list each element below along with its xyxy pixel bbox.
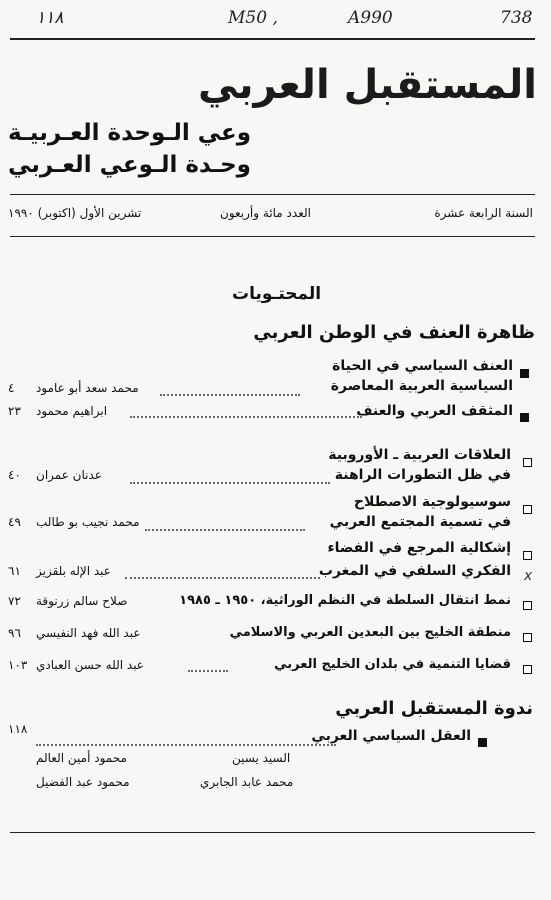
contents-title: المحتـويات [232, 284, 322, 304]
symposium-title: العقل السياسي العربي [311, 728, 471, 744]
item-6-page: ٧٢ [8, 594, 21, 608]
item-8-title: قضايا التنمية في بلدان الخليج العربي [274, 657, 511, 672]
top-rule [10, 38, 535, 40]
item-6-author: صلاح سالم زرنوقة [36, 594, 128, 608]
issue-rule-bottom [10, 236, 535, 237]
bottom-rule [10, 832, 535, 833]
item-2-author: ابراهيم محمود [36, 404, 108, 418]
item-2-title: المثقف العربي والعنف [356, 403, 513, 419]
section-title-symposium: ندوة المستقبل العربي [335, 698, 533, 719]
empty-square-bullet [523, 551, 532, 560]
item-1-title-line-1: العنف السياسي في الحياة [332, 358, 513, 374]
item-5-title-line-1: إشكالية المرجع في الفضاء [327, 540, 511, 556]
item-2-page: ٢٣ [8, 404, 21, 418]
masthead-logo: المستقبل العربي [197, 62, 537, 108]
handwritten-mark-1: ١١٨ [36, 8, 64, 28]
empty-square-bullet [523, 601, 532, 610]
handwritten-mark-2: M50 , [228, 8, 278, 28]
item-4-title-line-1: سوسيولوجية الاصطلاح [353, 494, 511, 510]
issue-year: السنة الرابعة عشرة [434, 206, 533, 220]
filled-square-bullet [478, 738, 487, 747]
item-1-author: محمد سعد أبو عامود [36, 381, 139, 395]
item-8-page: ١٠٣ [8, 658, 28, 672]
leader-dots [130, 416, 362, 418]
issue-number: العدد مائة وأربعون [220, 206, 311, 220]
participant-4: محمود عبد الفضيل [36, 775, 130, 789]
handwritten-mark-4: 738 [500, 8, 533, 28]
participant-2: محمود أمين العالم [36, 751, 127, 765]
item-7-title: منطقة الخليج بين البعدين العربي والاسلامي [229, 625, 511, 640]
headline-line-1: وعي الـوحدة العـربيـة [8, 120, 252, 146]
item-1-page: ٤ [8, 381, 15, 395]
item-1-title-line-2: السياسية العربية المعاصرة [330, 378, 513, 394]
leader-dots [130, 482, 330, 484]
empty-square-bullet [523, 665, 532, 674]
item-3-page: ٤٠ [8, 468, 21, 482]
handwritten-x-mark: x [524, 568, 533, 584]
item-8-author: عبد الله حسن العبادي [36, 658, 144, 672]
leader-dots [145, 529, 305, 531]
handwritten-mark-3: A990 [348, 8, 393, 28]
item-3-title-line-1: العلاقات العربية ـ الأوروبية [328, 447, 511, 463]
empty-square-bullet [523, 633, 532, 642]
leader-dots [36, 744, 336, 746]
item-3-author: عدنان عمران [36, 468, 102, 482]
item-5-title-line-2: الفكري السلفي في المغرب [318, 563, 511, 579]
item-7-author: عبد الله فهد النفيسي [36, 626, 141, 640]
item-5-page: ٦١ [8, 564, 21, 578]
item-3-title-line-2: في ظل التطورات الراهنة [334, 467, 511, 483]
issue-rule-top [10, 194, 535, 195]
item-4-title-line-2: في تسمية المجتمع العربي [329, 514, 511, 530]
section-title-violence: ظاهرة العنف في الوطن العربي [253, 322, 535, 343]
participant-3: محمد عابد الجابري [200, 775, 294, 789]
filled-square-bullet [520, 413, 529, 422]
item-6-title: نمط انتقال السلطة في النظم الوراثية، ١٩٥٠ ـ ١٩٨٥ [179, 593, 511, 608]
leader-dots [160, 394, 300, 396]
item-4-author: محمد نجيب بو طالب [36, 515, 140, 529]
empty-square-bullet [523, 505, 532, 514]
item-4-page: ٤٩ [8, 515, 21, 529]
item-7-page: ٩٦ [8, 626, 21, 640]
participant-1: السيد يسين [232, 751, 291, 765]
headline-line-2: وحـدة الـوعي العـربي [8, 152, 251, 178]
symposium-page: ١١٨ [8, 722, 28, 736]
issue-date: تشرين الأول (اكتوبر) ١٩٩٠ [8, 206, 142, 220]
filled-square-bullet [520, 369, 529, 378]
leader-dots [125, 577, 320, 579]
leader-dots [188, 670, 228, 672]
empty-square-bullet [523, 458, 532, 467]
item-5-author: عبد الإله بلقزيز [36, 564, 111, 578]
